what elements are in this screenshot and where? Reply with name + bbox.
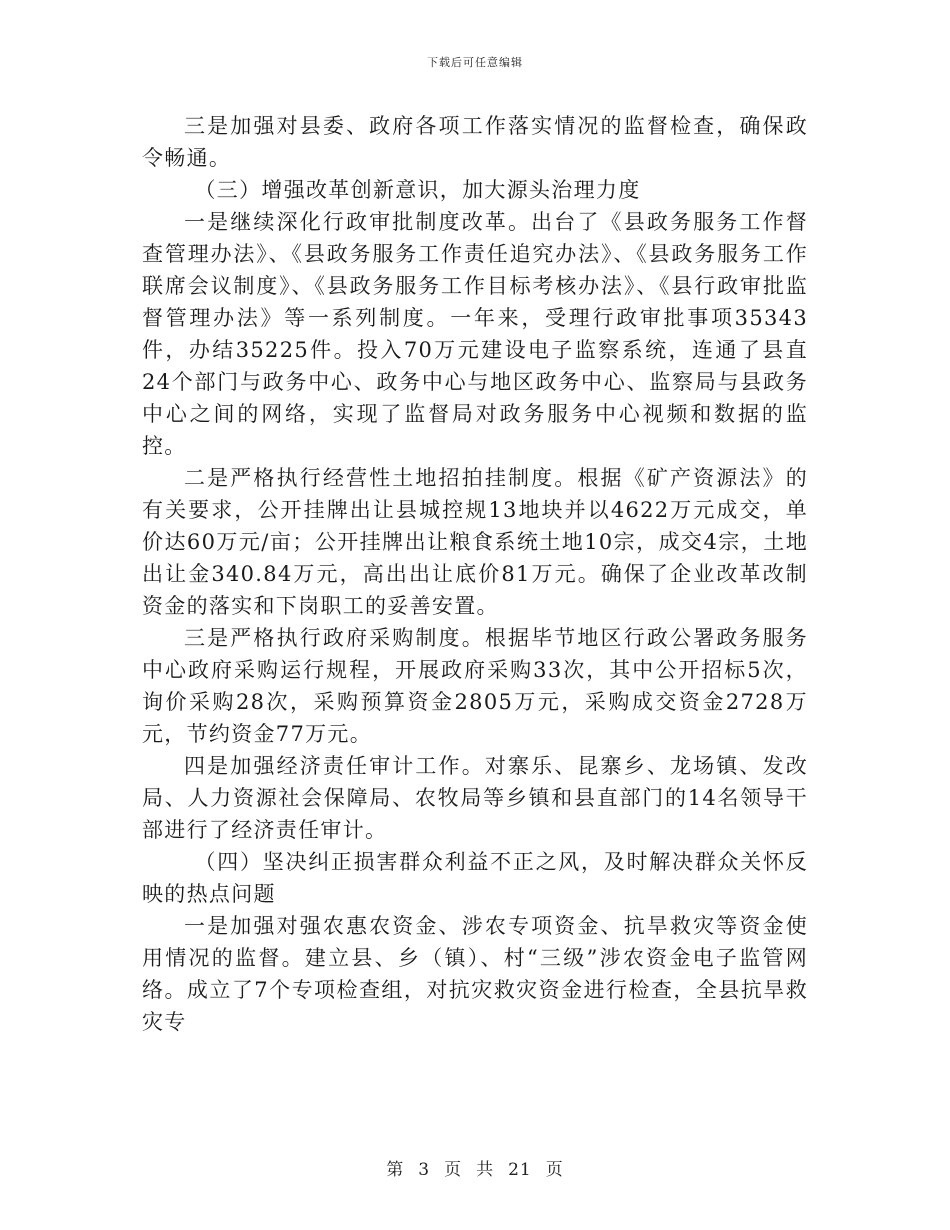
page-label-suffix: 页 [545, 1160, 564, 1180]
section-heading-3: （三）增强改革创新意识，加大源头治理力度 [194, 178, 641, 202]
page-footer [0, 1155, 950, 1180]
page-total: 21 [508, 1160, 532, 1180]
page-label-middle: 页 [444, 1160, 463, 1180]
paragraph-5: 四是加强经济责任审计工作。对寨乐、昆寨乡、龙场镇、发改局、人力资源社会保障局、农牧局等乡镇和县直部门的14名领导干部进行了经济责任审计。 [142, 754, 808, 842]
paragraph-4: 三是严格执行政府采购制度。根据毕节地区行政公署政务服务中心政府采购运行规程，开展政府采购33次，其中公开招标5次，询价采购28次，采购预算资金2805万元，采购成交资金2728万元，节约资金77万元。 [142, 626, 808, 746]
section-heading-4: （四）坚决纠正损害群众利益不正之风，及时解决群众关怀反映的热点问题 [142, 850, 808, 906]
paragraph-6: 一是加强对强农惠农资金、涉农专项资金、抗旱救灾等资金使用情况的监督。建立县、乡（镇）、村“三级”涉农资金电子监管网络。成立了7个专项检查组，对抗灾救灾资金进行检查，全县抗旱救灾专 [142, 914, 808, 1034]
page-label-total-prefix: 共 [476, 1160, 495, 1180]
paragraph-1: 三是加强对县委、政府各项工作落实情况的监督检查，确保政令畅通。 [142, 114, 808, 170]
paragraph-2: 一是继续深化行政审批制度改革。出台了《县政务服务工作督查管理办法》、《县政务服务工作责任追究办法》、《县政务服务工作联席会议制度》、《县政务服务工作目标考核办法》、《县行政审批监督管理办法》等一系列制度。一年来，受理行政审批事项35343件，办结35225件。投入70万元建设电子监察系统，连通了县直24个部门与政务中心、政务中心与地区政务中心、监察局与县政务中心之间的网络，实现了监督局对政务服务中心视频和数据的监控。 [142, 210, 808, 458]
page-label-prefix: 第 [386, 1160, 405, 1180]
paragraph-3: 二是严格执行经营性土地招拍挂制度。根据《矿产资源法》的有关要求，公开挂牌出让县城控规13地块并以4622万元成交，单价达60万元/亩；公开挂牌出让粮食系统土地10宗，成交4宗，土地出让金340.84万元，高出出让底价81万元。确保了企业改革改制资金的落实和下岗职工的妥善安置。 [142, 466, 808, 618]
page-current: 3 [418, 1160, 431, 1180]
document-body [142, 110, 808, 1038]
page-header-note: 下载后可任意编辑 [427, 56, 523, 69]
